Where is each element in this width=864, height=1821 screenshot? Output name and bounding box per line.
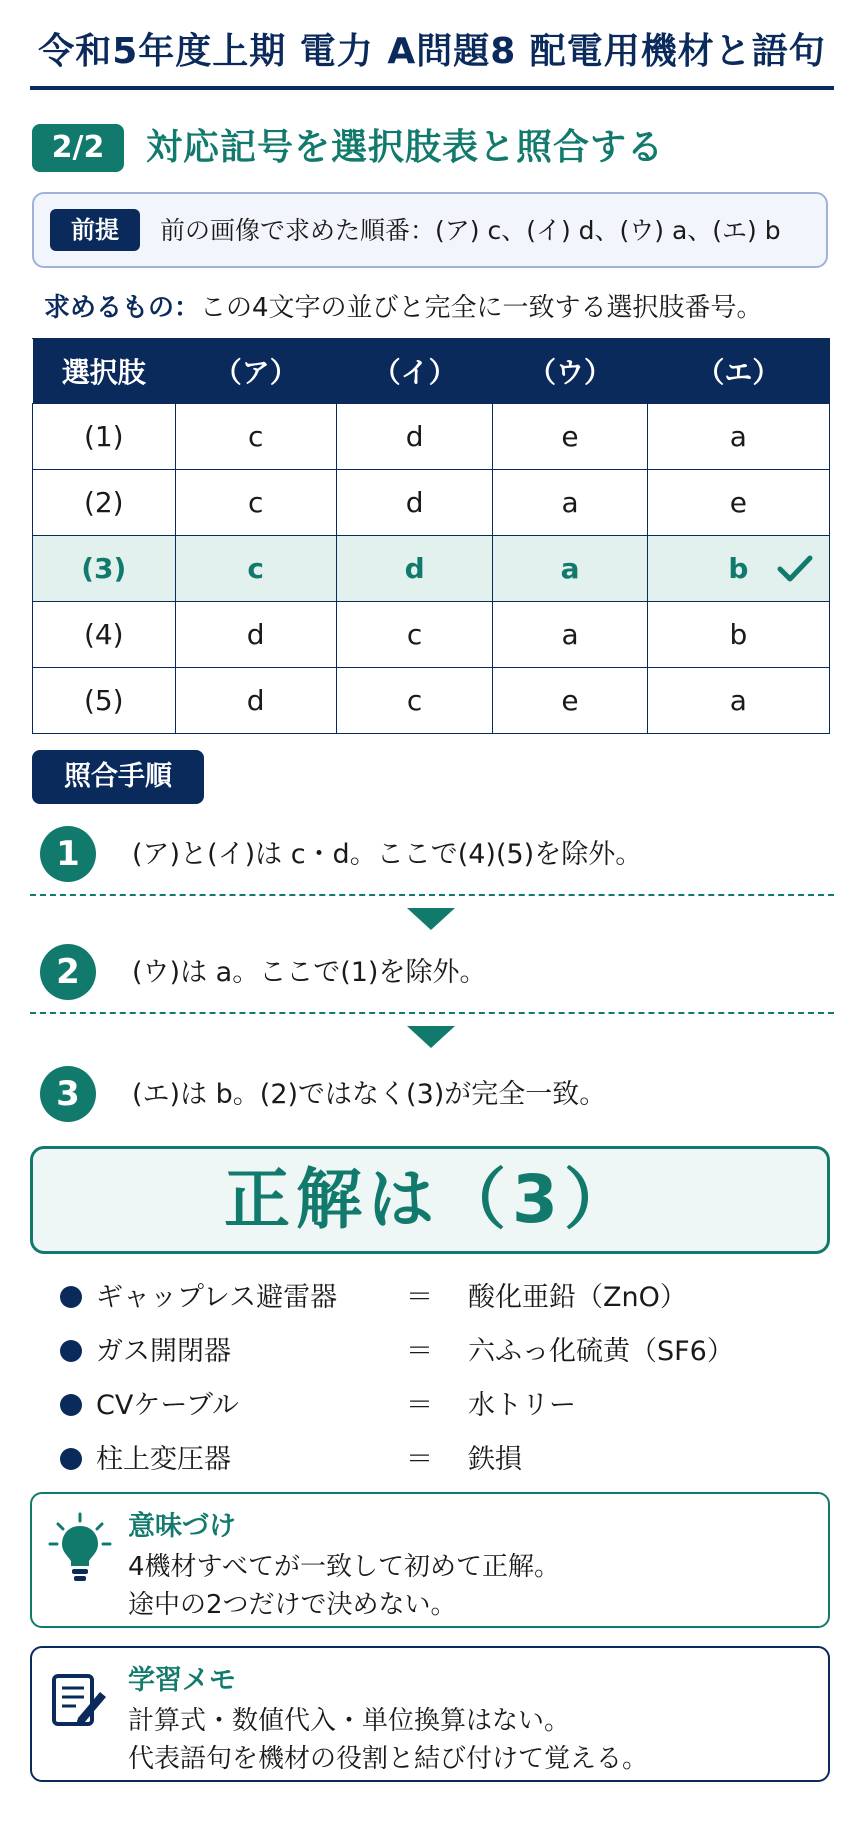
table-row [33, 404, 830, 470]
bullet-icon [60, 1340, 82, 1362]
procedure-tag: 照合手順 [32, 750, 204, 804]
table-row-highlighted [33, 536, 830, 602]
table-cell: d [336, 404, 493, 470]
step-text: (ウ)は a。ここで(1)を除外。 [132, 957, 487, 988]
table-cell: c [175, 536, 336, 602]
term-keyword: 鉄損 [468, 1444, 522, 1475]
table-cell: (2) [33, 470, 176, 536]
term-equipment: CVケーブル [96, 1390, 239, 1421]
goal-line [44, 288, 763, 328]
table-cell: a [493, 602, 647, 668]
table-header-row [33, 339, 830, 404]
list-item [54, 1326, 814, 1380]
header-choice: 選択肢 [33, 339, 176, 404]
header-e: （エ） [647, 339, 829, 404]
notepad-pencil-icon [48, 1666, 112, 1738]
table-cell: c [175, 404, 336, 470]
term-equipment: ギャップレス避雷器 [96, 1282, 338, 1313]
table-cell: d [175, 668, 336, 734]
memo-line: 代表語句を機材の役割と結び付けて覚える。 [128, 1744, 649, 1774]
step-3 [40, 1066, 830, 1126]
step-1 [40, 826, 830, 886]
table-cell: e [493, 668, 647, 734]
header-i: （イ） [336, 339, 493, 404]
meaning-heading: 意味づけ [128, 1511, 236, 1542]
memo-line: 計算式・数値代入・単位換算はない。 [128, 1706, 571, 1736]
table-cell: d [336, 536, 493, 602]
term-keyword: 六ふっ化硫黄（SF6） [468, 1336, 734, 1367]
step-divider [30, 1012, 834, 1014]
memo-heading: 学習メモ [128, 1665, 236, 1696]
section-title: 対応記号を選択肢表と照合する [146, 127, 665, 168]
meaning-box [30, 1492, 830, 1628]
step-text: (ア)と(イ)は c・d。ここで(4)(5)を除外。 [132, 839, 643, 870]
step-number: 3 [40, 1066, 96, 1122]
table-cell: (3) [33, 536, 176, 602]
table-cell: b [728, 552, 749, 585]
table-cell-last [647, 536, 829, 602]
term-list [54, 1272, 814, 1488]
term-keyword: 酸化亜鉛（ZnO） [468, 1282, 687, 1313]
header-a: （ア） [175, 339, 336, 404]
meaning-line: 4機材すべてが一致して初めて正解。 [128, 1552, 561, 1582]
lightbulb-icon [48, 1512, 112, 1584]
page-title: 令和5年度上期 電力 A問題8 配電用機材と語句 [38, 31, 826, 72]
table-cell: (5) [33, 668, 176, 734]
term-equals: ＝ [406, 1444, 433, 1475]
section-badge: 2/2 [32, 124, 124, 172]
premise-text: 前の画像で求めた順番：(ア) c、(イ) d、(ウ) a、(エ) b [160, 216, 781, 245]
term-keyword: 水トリー [468, 1390, 576, 1421]
term-equals: ＝ [406, 1336, 433, 1367]
table-cell: a [493, 470, 647, 536]
premise-tag: 前提 [50, 209, 140, 251]
table-row [33, 470, 830, 536]
premise-box [32, 192, 828, 268]
title-underline [30, 86, 834, 90]
step-number: 1 [40, 826, 96, 882]
step-text: (エ)は b。(2)ではなく(3)が完全一致。 [132, 1079, 607, 1110]
table-cell: e [647, 470, 829, 536]
list-item [54, 1380, 814, 1434]
step-number: 2 [40, 944, 96, 1000]
table-cell: d [336, 470, 493, 536]
table-cell: d [175, 602, 336, 668]
list-item [54, 1272, 814, 1326]
goal-label: 求めるもの： [44, 293, 201, 323]
table-cell: a [493, 536, 647, 602]
table-cell: a [647, 668, 829, 734]
down-arrow-icon [407, 1026, 455, 1048]
table-cell: c [336, 602, 493, 668]
table-cell: e [493, 404, 647, 470]
term-equipment: 柱上変圧器 [96, 1444, 231, 1475]
term-equals: ＝ [406, 1390, 433, 1421]
term-equals: ＝ [406, 1282, 433, 1313]
table-cell: b [647, 602, 829, 668]
choice-table [32, 338, 830, 734]
table-cell: (1) [33, 404, 176, 470]
down-arrow-icon [407, 908, 455, 930]
header-u: （ウ） [493, 339, 647, 404]
table-cell: a [647, 404, 829, 470]
table-cell: c [175, 470, 336, 536]
meaning-line: 途中の2つだけで決めない。 [128, 1590, 457, 1620]
table-row [33, 602, 830, 668]
step-divider [30, 894, 834, 896]
bullet-icon [60, 1394, 82, 1416]
goal-text: この4文字の並びと完全に一致する選択肢番号。 [200, 293, 763, 323]
checkmark-icon [775, 548, 815, 588]
table-cell: (4) [33, 602, 176, 668]
bullet-icon [60, 1448, 82, 1470]
list-item [54, 1434, 814, 1488]
bullet-icon [60, 1286, 82, 1308]
step-2 [40, 944, 830, 1004]
answer-box: 正解は（3） [30, 1146, 830, 1254]
term-equipment: ガス開閉器 [96, 1336, 231, 1367]
table-row [33, 668, 830, 734]
table-cell: c [336, 668, 493, 734]
memo-box [30, 1646, 830, 1782]
